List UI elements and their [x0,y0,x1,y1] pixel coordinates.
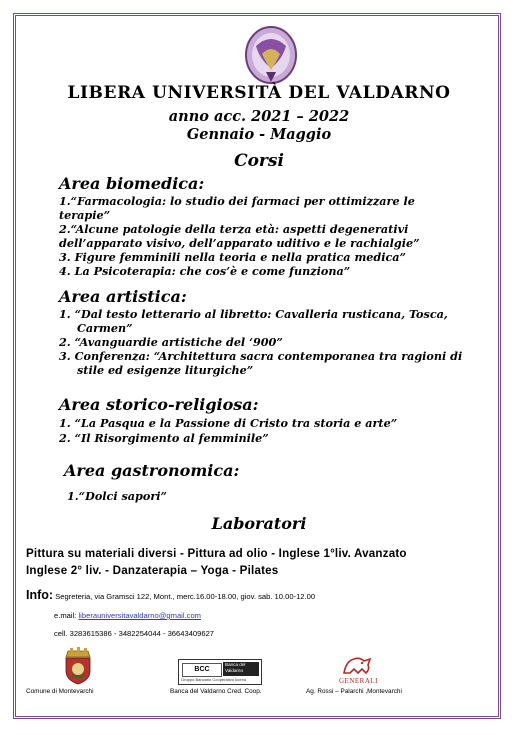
list-item: 1.“Dolci sapori” [67,489,167,503]
list-item: 2. “Avanguardie artistiche del ‘900” [59,335,283,349]
bcc-logo [178,659,262,685]
list-item: stile ed esigenze liturgiche” [77,363,254,377]
period: Gennaio - Maggio [186,126,332,143]
corsi-heading: Corsi [234,151,284,171]
list-item: dell’apparato visivo, dell’apparato uditivo e le rachialgie” [59,236,420,250]
bcc-mark-icon: BCC [182,663,222,677]
email-line [54,611,201,620]
comune-crest-icon [60,645,96,685]
info-address: Segreteria, via Gramsci 122, Mont., merc.16.00-18.00, giov. sab. 10.00-12.00 [55,592,316,601]
laboratori-line-2: Inglese 2° liv. - Danzaterapia – Yoga - Pilates [26,564,279,577]
list-item: Carmen” [77,321,133,335]
list-item: 1.“Farmacologia: lo studio dei farmaci per ottimizzare le [59,194,415,208]
email-link[interactable]: liberauniversitavaldarno@gmail.com [78,611,202,620]
email-label: e.mail: [54,611,77,620]
list-item: 1. “La Pasqua e la Passione di Cristo tra storia e arte” [59,416,398,430]
list-item: terapie” [59,208,111,222]
area-biomedica-title: Area biomedica: [59,174,205,193]
bcc-group: Gruppo Bancario Cooperativo Iccrea [181,677,246,682]
area-storico-title: Area storico-religiosa: [59,395,259,414]
list-item: 1. “Dal testo letterario al libretto: Cavalleria rusticana, Tosca, [59,307,448,321]
list-item: 3. Figure femminili nella teoria e nella pratica medica” [59,250,406,264]
page-title: LIBERA UNIVERSITÀ DEL VALDARNO [67,83,451,103]
bcc-name: Banca del Valdarno [223,662,259,676]
info-label: Info [26,588,49,602]
list-item: 3. Conferenza: “Architettura sacra contemporanea tra ragioni di [59,349,463,363]
phone-numbers: cell. 3283615386 - 3482254044 - 36643409627 [54,629,215,638]
list-item: 4. La Psicoterapia: che cos’è e come funziona” [59,264,351,278]
generali-lion-icon [340,655,374,677]
laboratori-heading: Laboratori [211,514,307,533]
academic-year: anno acc. 2021 – 2022 [168,108,350,125]
list-item: 2.“Alcune patologie della terza età: aspetti degenerativi [59,222,409,236]
laboratori-line-1: Pittura su materiali diversi - Pittura ad olio - Inglese 1°liv. Avanzato [26,547,407,560]
footer-banca: Banca del Valdarno Cred. Coop. [170,688,262,695]
footer-agenzia: Ag. Rossi – Palarchi ,Montevarchi [306,688,402,695]
footer-comune: Comune di Montevarchi [26,688,94,695]
university-logo [242,24,300,88]
area-artistica-title: Area artistica: [59,287,187,306]
list-item: 2. “Il Risorgimento al femminile” [59,431,269,445]
generali-brand: GENERALI [339,677,378,685]
area-gastronomica-title: Area gastronomica: [64,461,240,480]
info-line: Info: Segreteria, via Gramsci 122, Mont., merc.16.00-18.00, giov. sab. 10.00-12.00 [26,588,316,602]
